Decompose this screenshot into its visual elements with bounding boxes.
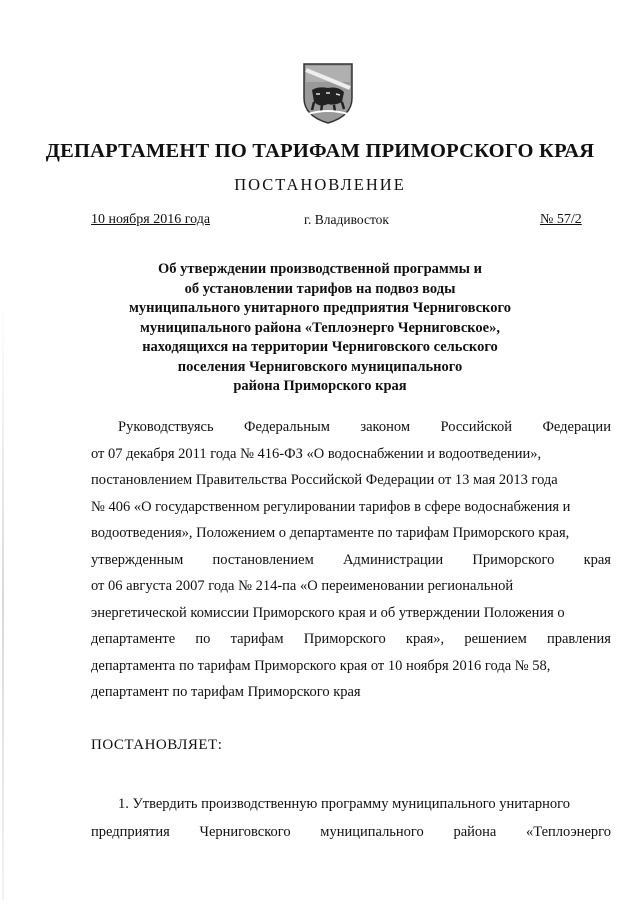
title-line: находящихся на территории Черниговского сельского xyxy=(142,339,498,355)
title-line: муниципального района «Теплоэнерго Черниговское», xyxy=(139,319,500,336)
resolves-heading: ПОСТАНОВЛЯЕТ: xyxy=(91,737,223,753)
title-line: поселения Черниговского муниципального xyxy=(177,358,463,375)
department-name: ДЕПАРТАМЕНТ ПО ТАРИФАМ ПРИМОРСКОГО КРАЯ xyxy=(45,140,595,162)
title-line: района Приморского края xyxy=(233,378,407,394)
preamble-line: водоотведения», Положением о департаменте по тарифам Приморского края, xyxy=(91,525,570,541)
document-date: 10 ноября 2016 года xyxy=(91,212,211,227)
preamble-line: департаменте по тарифам Приморского края», решением правления xyxy=(91,631,611,647)
document-title xyxy=(60,260,580,397)
title-line: об установлении тарифов на подвоз воды xyxy=(184,280,456,297)
preamble-paragraph xyxy=(91,414,611,706)
coat-of-arms-icon xyxy=(298,60,358,126)
preamble-line: утвержденным постановлением Администрации Приморского края xyxy=(91,551,611,568)
preamble-line: департамента по тарифам Приморского края от 10 ноября 2016 года № 58, xyxy=(91,657,551,674)
preamble-line: энергетической комиссии Приморского края и об утверждении Положения о xyxy=(91,604,565,621)
preamble-line: от 07 декабря 2011 года № 416-ФЗ «О водоснабжении и водоотведении», xyxy=(91,445,542,462)
item-line: предприятия Черниговского муниципального района «Теплоэнерго xyxy=(91,824,611,840)
preamble-line: постановлением Правительства Российской Федерации от 13 мая 2013 года xyxy=(91,472,558,488)
scan-edge xyxy=(2,300,4,900)
document-city: г. Владивосток xyxy=(304,212,389,227)
title-line: Об утверждении производственной программы и xyxy=(158,261,482,277)
preamble-line: Руководствуясь Федеральным законом Российской Федерации xyxy=(118,419,611,435)
preamble-line: от 06 августа 2007 года № 214-па «О переименовании региональной xyxy=(91,578,514,594)
item-line: 1. Утвердить производственную программу муниципального унитарного xyxy=(118,796,571,812)
preamble-line: № 406 «О государственном регулировании тарифов в сфере водоснабжения и xyxy=(91,498,571,515)
item-1-paragraph xyxy=(91,790,611,846)
title-line: муниципального унитарного предприятия Черниговского xyxy=(129,300,511,316)
preamble-line: департамент по тарифам Приморского края xyxy=(91,684,361,700)
document-number: № 57/2 xyxy=(540,212,582,227)
document-type: ПОСТАНОВЛЕНИЕ xyxy=(234,175,406,194)
